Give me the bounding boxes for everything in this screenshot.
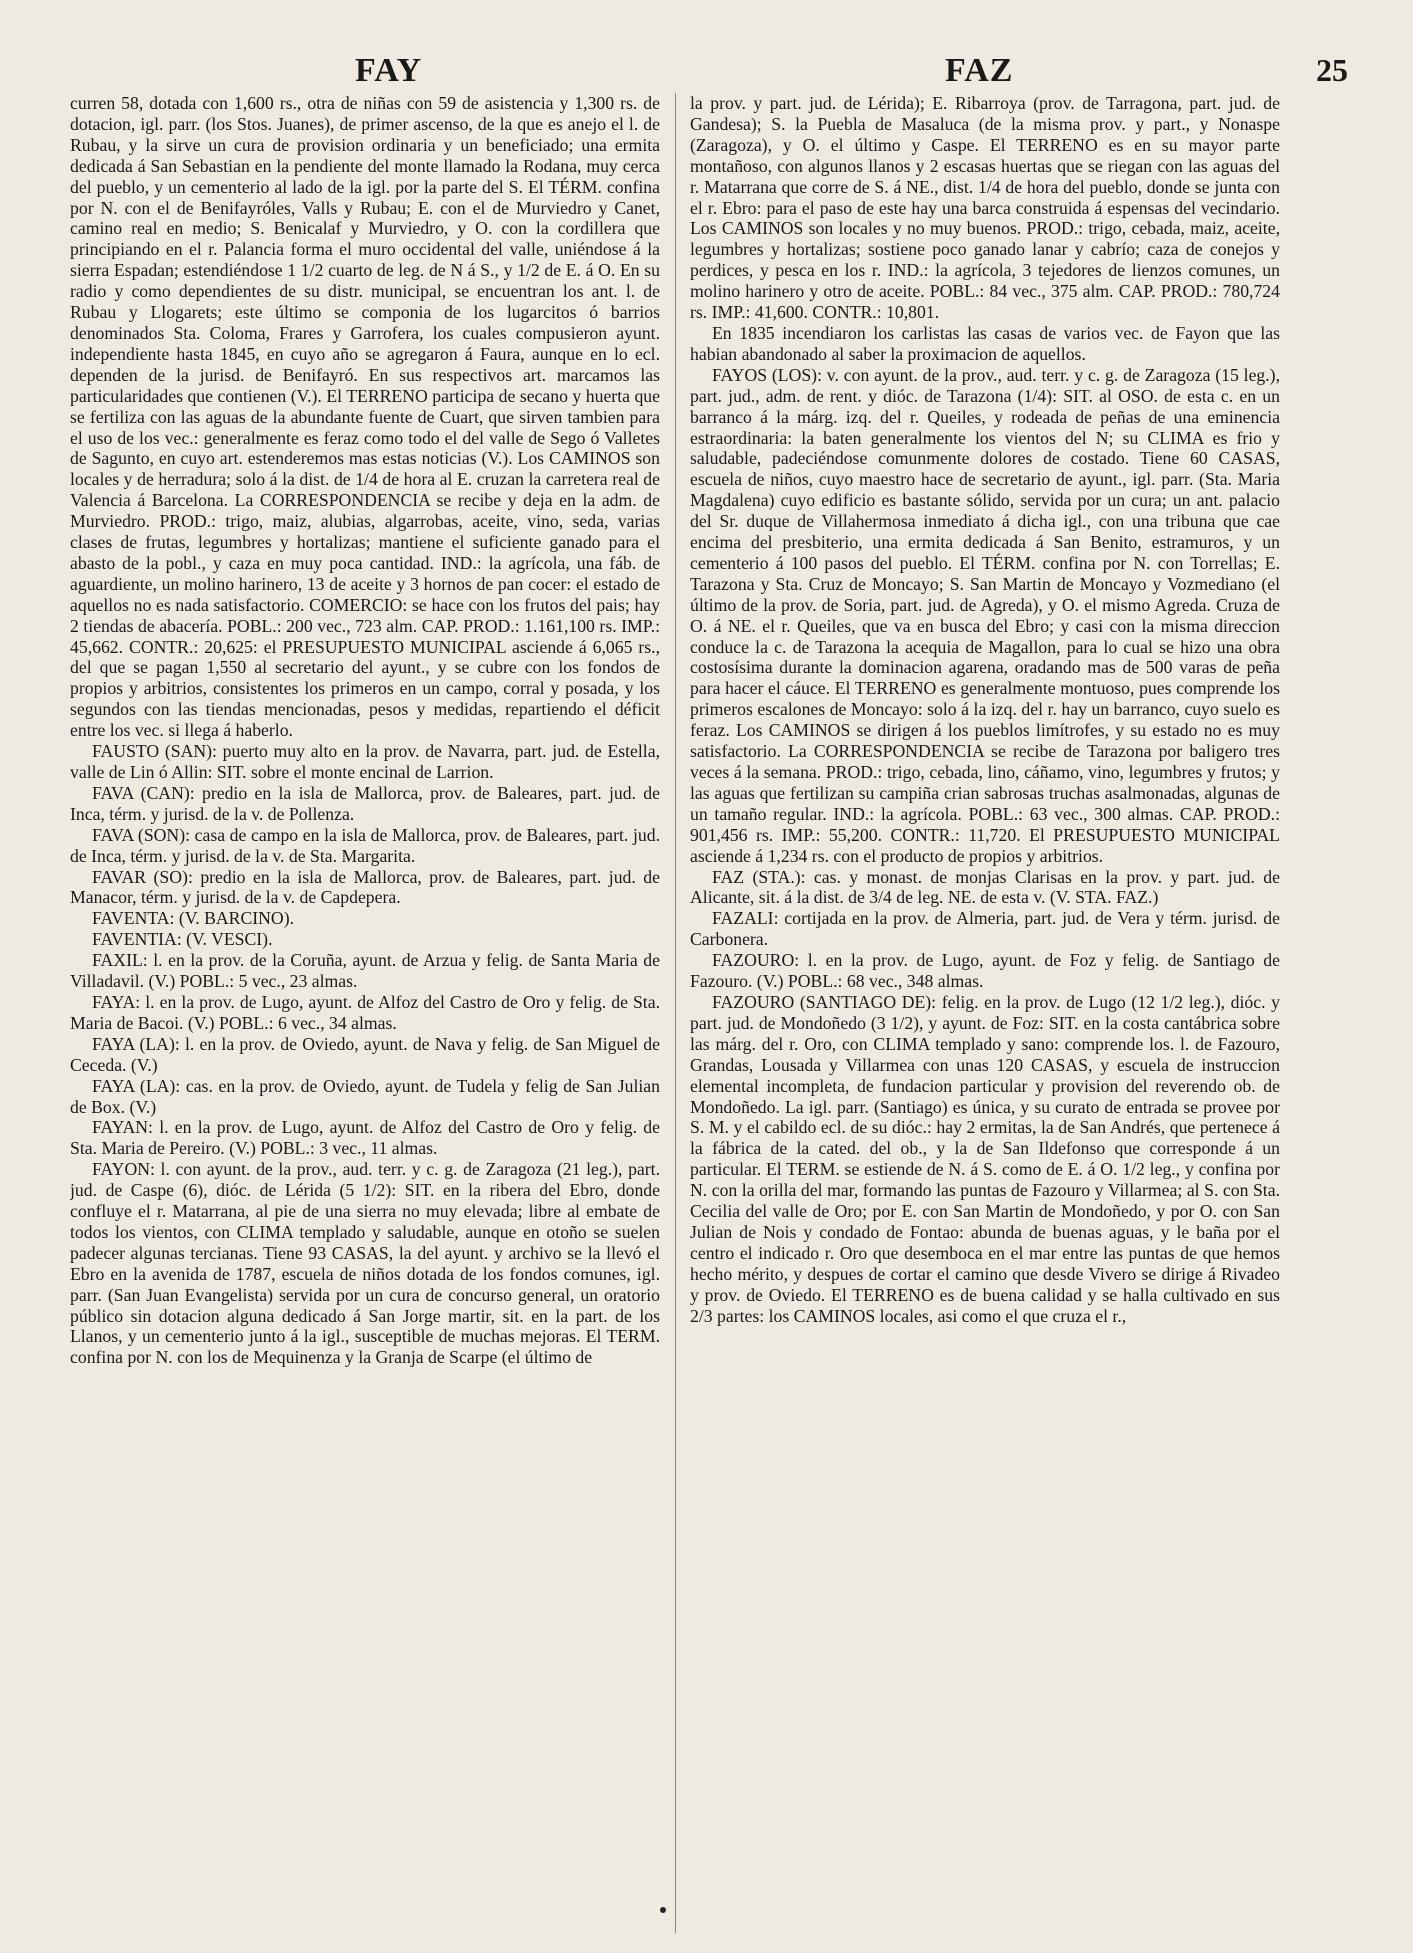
running-head-left: FAY (355, 52, 423, 89)
running-head-right: FAZ (945, 52, 1014, 89)
entry-paragraph: la prov. y part. jud. de Lérida); E. Ribarroya (prov. de Tarragona, part. jud. de Gandesa); S. la Puebla de Masaluca (de la misma prov. y part., y Nonaspe (Zaragoza), y O. el último y Caspe. El TERRENO es en su mayor parte montañoso, con algunos llanos y 2 escasas huertas que se riegan con las aguas del r. Matarrana que corre de S. á NE., dist. 1/4 de hora del pueblo, donde se junta con el r. Ebro: para el paso de este hay una barca construida á espensas del vecindario. Los CAMINOS son locales y no muy buenos. PROD.: trigo, cebada, maiz, aceite, legumbres y hortalizas; sostiene poco ganado lanar y cabrío; caza de conejos y perdices, y pesca en los r. IND.: la agrícola, 3 tejedores de lienzos comunes, un molino harinero y otro de aceite. POBL.: 84 vec., 375 alm. CAP. PROD.: 780,724 rs. IMP.: 41,600. CONTR.: 10,801. (690, 93, 1280, 323)
right-column (690, 93, 1280, 1933)
ink-mark (660, 1907, 666, 1913)
entry-paragraph: FAVENTA: (V. BARCINO). (92, 908, 295, 929)
entry-paragraph: FAYON: l. con ayunt. de la prov., aud. terr. y c. g. de Zaragoza (21 leg.), part. jud. de Caspe (6), dióc. de Lérida (5 1/2): SIT. en la ribera del Ebro, donde confluye el r. Matarrana, al pie de una sierra no muy elevada; libre al embate de todos los vientos, con CLIMA templado y saludable, aunque en otoño se suelen padecer algunas tercianas. Tiene 93 CASAS, la del ayunt. y archivo se la llevó el Ebro en la avenida de 1787, escuela de niños dotada de los fondos comunes, igl. parr. (San Juan Evangelista) servida por un cura de concurso general, un oratorio público sin dotacion alguna dedicado á San Jorge martir, sit. en la part. de los Llanos, y un cementerio junto á la igl., susceptible de muchas mejoras. El TERM. confina por N. con los de Mequinenza y la Granja de Scarpe (el último de (70, 1159, 660, 1368)
column-divider (675, 93, 676, 1933)
entry-paragraph: FAYAN: l. en la prov. de Lugo, ayunt. de Alfoz del Castro de Oro y felig. de Sta. Maria de Pereiro. (V.) POBL.: 3 vec., 11 almas. (70, 1117, 660, 1159)
entry-paragraph: FAYA: l. en la prov. de Lugo, ayunt. de Alfoz del Castro de Oro y felig. de Sta. Maria de Bacoi. (V.) POBL.: 6 vec., 34 almas. (70, 991, 660, 1033)
entry-paragraph: FAXIL: l. en la prov. de la Coruña, ayunt. de Arzua y felig. de Santa Maria de Villadavil. (V.) POBL.: 5 vec., 23 almas. (70, 950, 660, 992)
entry-paragraph: FAZOURO: l. en la prov. de Lugo, ayunt. de Foz y felig. de Santiago de Fazouro. (V.) POBL.: 68 vec., 348 almas. (690, 950, 1280, 992)
entry-paragraph: FAUSTO (SAN): puerto muy alto en la prov. de Navarra, part. jud. de Estella, valle de Lin ó Allin: SIT. sobre el monte encinal de Larrion. (70, 741, 660, 782)
entry-paragraph: FAZALI: cortijada en la prov. de Almeria, part. jud. de Vera y térm. jurisd. de Carbonera. (690, 908, 1280, 950)
left-column (70, 93, 660, 1933)
entry-paragraph: FAVENTIA: (V. VESCI). (92, 929, 273, 950)
entry-paragraph: curren 58, dotada con 1,600 rs., otra de niñas con 59 de asistencia y 1,300 rs. de dotacion, igl. parr. (los Stos. Juanes), de primer ascenso, de la que es anejo el l. de Rubau, y la sirve un cura de provision ordinaria y un beneficiado; una ermita dedicada á San Sebastian en la pendiente del monte llamado la Rodana, muy cerca del pueblo, y un cementerio al lado de la igl. por la parte del S. El TÉRM. confina por N. con el de Benifayróles, Valls y Rubau; E. con el de Murviedro y Canet, camino real en medio; S. Benicalaf y Murviedro, y O. con la cordillera que principiando en el r. Palancia forma el muro occidental del valle, uniéndose á la sierra Espadan; estendiéndose 1 1/2 cuarto de leg. de N á S., y 1/2 de E. á O. En su radio y como dependientes de su distr. municipal, se encuentran los ant. l. de Rubau y Llogarets; este último se componia de los lugarcitos ó barrios denominados Sta. Coloma, Frares y Garrofera, los cuales compusieron ayunt. independiente hasta 1845, en cuyo año se agregaron á Faura, aunque en lo ecl. dependen de la jurisd. de Benifayró. En sus respectivos art. marcamos las particularidades que contienen (V.). El TERRENO participa de secano y huerta que se fertiliza con las aguas de la abundante fuente de Cuart, que sirven tambien para el uso de los vec.: generalmente es feraz como todo el del valle de Sego ó Valletes de Sagunto, en cuyo art. estenderemos mas estas noticias (V.). Los CAMINOS son locales y de herradura; solo á la dist. de 1/4 de hora al E. cruzan la carretera real de Valencia á Barcelona. La CORRESPONDENCIA se recibe y deja en la adm. de Murviedro. PROD.: trigo, maiz, alubias, algarrobas, aceite, vino, seda, varias clases de frutas, legumbres y hortalizas; mantiene el suficiente ganado para el abasto de la pobl., y caza en muy poca cantidad. IND.: la agrícola, una fáb. de aguardiente, un molino harinero, 13 de aceite y 3 hornos de pan cocer: el estado de aquellos no es nada satisfactorio. COMERCIO: se hace con los frutos del pais; hay 2 tiendas de abacería. POBL.: 200 vec., 723 alm. CAP. PROD.: 1.161,100 rs. IMP.: 45,662. CONTR.: 20,625: el PRESUPUESTO MUNICIPAL asciende á 6,065 rs., del que se pagan 1,550 al secretario del ayunt., y se cubre con los fondos de propios y arbitrios, consistentes los primeros en un campo, corral y posada, y los segundos con las tiendas mencionadas, pesos y medidas, repartiendo el déficit entre los vec. si llega á haberlo. (70, 93, 660, 741)
entry-paragraph: En 1835 incendiaron los carlistas las casas de varios vec. de Fayon que las habian abandonado al saber la proximacion de aquellos. (690, 322, 1280, 364)
entry-paragraph: FAVA (SON): casa de campo en la isla de Mallorca, prov. de Baleares, part. jud. de Inca, térm. y jurisd. de la v. de Sta. Margarita. (70, 824, 660, 866)
entry-paragraph: FAZOURO (SANTIAGO DE): felig. en la prov. de Lugo (12 1/2 leg.), dióc. y part. jud. de Mondoñedo (3 1/2), y ayunt. de Foz: SIT. en la costa cantábrica sobre las márg. del r. Oro, con CLIMA templado y sano: comprende los. l. de Fazouro, Grandas, Lousada y Villarmea con unas 120 CASAS, y escuela de instruccion elemental incompleta, de fundacion particular y provision del reverendo ob. de Mondoñedo. La igl. parr. (Santiago) es única, y su curato de entrada se provee por S. M. y el cabildo ecl. de su dióc.: hay 2 ermitas, la de San Andrés, que pertenece á la fábrica de la cated. del ob., y la de San Ildefonso que corresponde á un particular. El TERM. se estiende de N. á S. como de E. á O. 1/2 leg., y confina por N. con la orilla del mar, formando las puntas de Fazouro y Villarmea; al S. con Sta. Cecilia del valle de Oro; por E. con San Martin de Mondoñedo, y por O. con San Julian de Nois y condado de Fontao: abunda de buenas aguas, y le baña por el centro el indicado r. Oro que desemboca en el mar entre las puntas de que hemos hecho mérito, y despues de cortar el camino que desde Vivero se dirige á Rivadeo y prov. de Oviedo. El TERRENO es de buena calidad y se halla cultivado en sus 2/3 partes: los CAMINOS locales, asi como el que cruza el r., (690, 991, 1280, 1326)
page-number: 25 (1316, 52, 1348, 88)
entry-paragraph: FAYA (LA): l. en la prov. de Oviedo, ayunt. de Nava y felig. de San Miguel de Ceceda. (V.) (70, 1033, 660, 1075)
entry-paragraph: FAYOS (LOS): v. con ayunt. de la prov., aud. terr. y c. g. de Zaragoza (15 leg.), part. jud., adm. de rent. y dióc. de Tarazona (1/4): SIT. al OSO. de esta c. en un barranco á la márg. izq. del r. Queiles, y rodeada de peñas de una eminencia estraordinaria: la baten generalmente los vientos del N; su CLIMA es frio y saludable, padeciéndose comunmente dolores de costado. Tiene 60 CASAS, escuela de niños, cuyo maestro hace de secretario de ayunt., igl. parr. (Sta. Maria Magdalena) cuyo edificio es bastante sólido, servida por un cura; un ant. palacio del Sr. duque de Villahermosa inmediato á dicha igl., con una tribuna que cae encima del presbiterio, una ermita dedicada á San Benito, estramuros, y un cementerio á 100 pasos del pueblo. El TÉRM. confina por N. con Torrellas; E. Tarazona y Sta. Cruz de Moncayo; S. San Martin de Moncayo y Vozmediano (el último de la prov. de Soria, part. jud. de Agreda), y O. el mismo Agreda. Cruza de O. á NE. el r. Queiles, que va en busca del Ebro; y casi con la misma direccion conduce la c. de Tarazona la acequia de Magallon, para lo cual se hizo una obra costosísima durante la dominacion agarena, oradando mas de 500 varas de peña para hacer el cáuce. El TERRENO es generalmente montuoso, pues comprende los primeros escalones de Moncayo: solo á la izq. del r. hay un barranco, cuyo suelo es feraz. Los CAMINOS se dirigen á los pueblos limítrofes, y su estado no es muy satisfactorio. La CORRESPONDENCIA se recibe de Tarazona por baligero tres veces á la semana. PROD.: trigo, cebada, lino, cáñamo, vino, legumbres y frutos; y las aguas que fertilizan su campiña crian sabrosas truchas asalmonadas, algunas de un tamaño regular. IND.: la agrícola. POBL.: 63 vec., 300 almas. CAP. PROD.: 901,456 rs. IMP.: 55,200. CONTR.: 11,720. El PRESUPUESTO MUNICIPAL asciende á 1,234 rs. con el producto de propios y arbitrios. (690, 364, 1280, 866)
entry-paragraph: FAVA (CAN): predio en la isla de Mallorca, prov. de Baleares, part. jud. de Inca, térm. y jurisd. de la v. de Pollenza. (70, 782, 660, 824)
entry-paragraph: FAYA (LA): cas. en la prov. de Oviedo, ayunt. de Tudela y felig de San Julian de Box. (V.) (70, 1075, 660, 1117)
entry-paragraph: FAZ (STA.): cas. y monast. de monjas Clarisas en la prov. y part. jud. de Alicante, sit. á la dist. de 3/4 de leg. NE. de esta v. (V. STA. FAZ.) (690, 866, 1280, 908)
entry-paragraph: FAVAR (SO): predio en la isla de Mallorca, prov. de Baleares, part. jud. de Manacor, térm. y jurisd. de la v. de Capdepera. (70, 866, 660, 908)
